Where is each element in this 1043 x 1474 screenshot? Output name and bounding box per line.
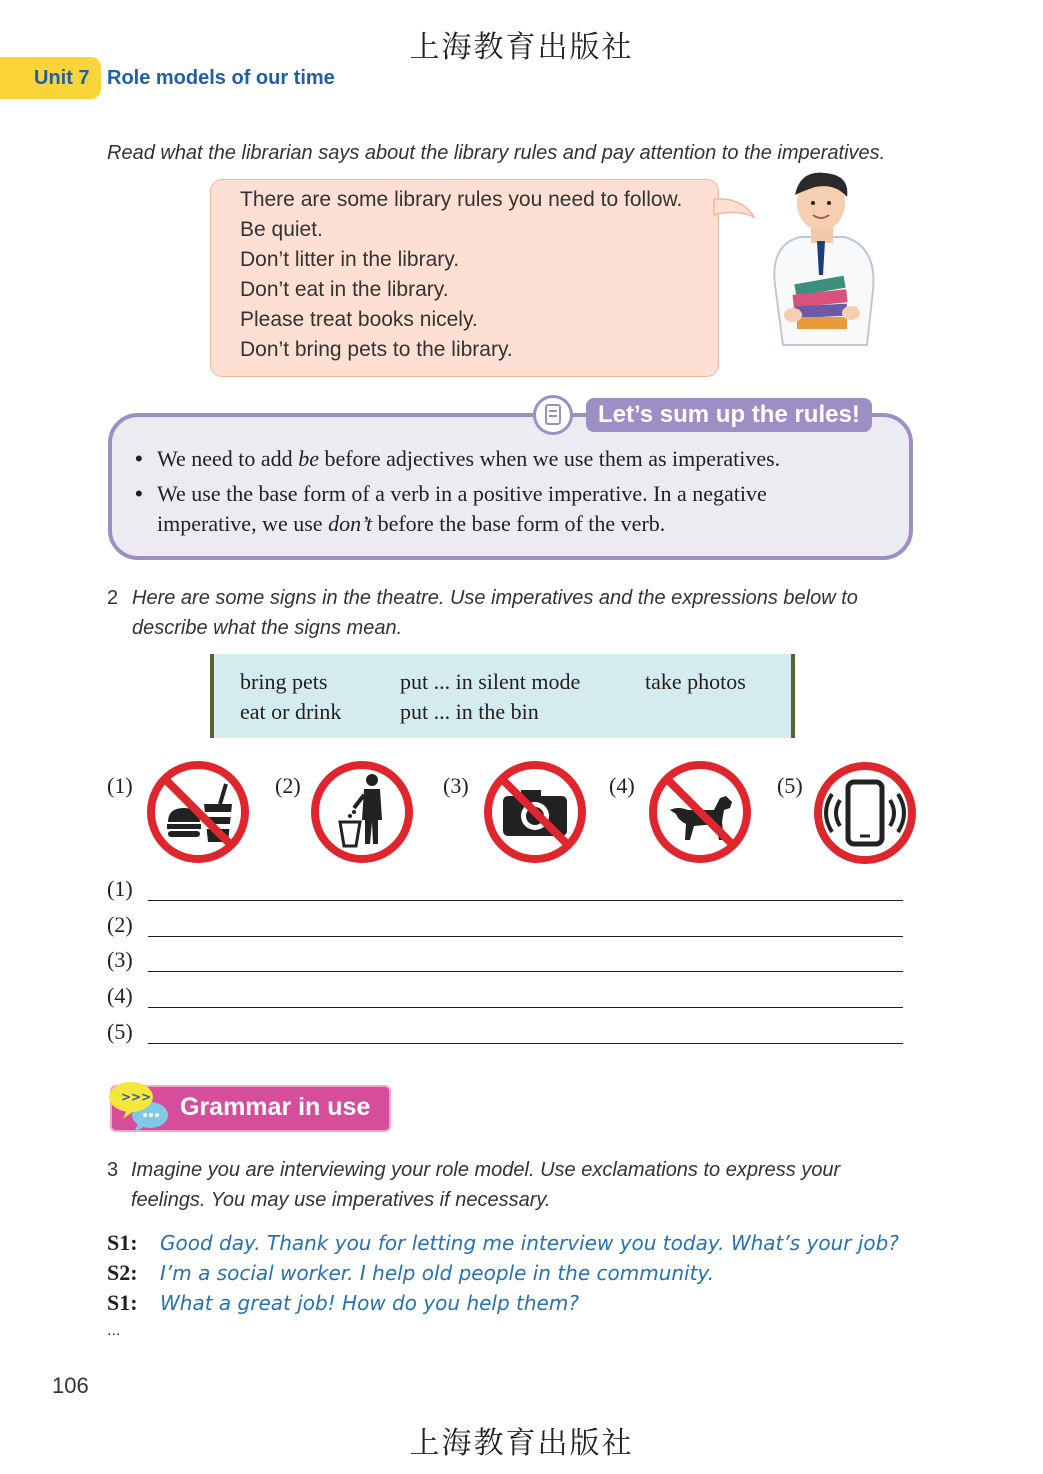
sign-label: (4) xyxy=(609,773,635,798)
bubble-line: Please treat books nicely. xyxy=(240,308,478,331)
librarian-illustration xyxy=(755,165,885,360)
no-dog-icon xyxy=(648,760,752,864)
expression: take photos xyxy=(645,669,746,694)
exercise-2-number: 2 xyxy=(107,587,119,609)
expression: bring pets xyxy=(240,669,328,694)
dialog-line: I’m a social worker. I help old people in the community. xyxy=(160,1261,715,1285)
answer-line-5[interactable] xyxy=(148,1043,903,1044)
exercise-3-instruction: Imagine you are interviewing your role model. Use exclamations to express your xyxy=(131,1159,841,1181)
dialog-line: Good day. Thank you for letting me interview you today. What’s your job? xyxy=(160,1231,899,1255)
answer-line-1[interactable] xyxy=(148,900,903,901)
silent-phone-icon xyxy=(812,760,918,866)
dialog-speaker: S1: xyxy=(107,1290,138,1315)
unit-title: Role models of our time xyxy=(107,67,335,89)
unit-number: Unit 7 xyxy=(34,67,90,89)
answer-label: (2) xyxy=(107,912,133,937)
dialog-ellipsis: ... xyxy=(107,1322,121,1339)
bullet: • xyxy=(135,481,143,506)
rules-title: Let’s sum up the rules! xyxy=(586,398,872,432)
sign-label: (3) xyxy=(443,773,469,798)
answer-label: (5) xyxy=(107,1019,133,1044)
publisher-header: 上海教育出版社 xyxy=(409,30,634,65)
rule-2-line2: imperative, we use don’t before the base form of the verb. xyxy=(157,511,666,536)
instruction-read: Read what the librarian says about the library rules and pay attention to the imperatives. xyxy=(107,142,886,164)
answer-line-4[interactable] xyxy=(148,1007,903,1008)
bubble-line: There are some library rules you need to follow. xyxy=(240,188,683,211)
dialog-speaker: S1: xyxy=(107,1230,138,1255)
sign-label: (5) xyxy=(777,773,803,798)
rule-2-line1: We use the base form of a verb in a positive imperative. In a negative xyxy=(157,481,767,506)
expressions-box xyxy=(210,654,795,738)
bubble-line: Don’t eat in the library. xyxy=(240,278,449,301)
answer-line-2[interactable] xyxy=(148,936,903,937)
document-icon xyxy=(533,395,573,435)
answer-label: (4) xyxy=(107,983,133,1008)
sign-label: (2) xyxy=(275,773,301,798)
grammar-in-use-title: Grammar in use xyxy=(180,1093,371,1121)
chat-bubbles-icon xyxy=(105,1077,177,1137)
page-number: 106 xyxy=(52,1373,89,1398)
exercise-3-number: 3 xyxy=(107,1159,119,1181)
bubble-line: Don’t bring pets to the library. xyxy=(240,338,513,361)
expression: eat or drink xyxy=(240,699,342,724)
exercise-3-instruction: feelings. You may use imperatives if necessary. xyxy=(131,1189,551,1211)
bullet: • xyxy=(135,446,143,471)
rule-1: We need to add be before adjectives when we use them as imperatives. xyxy=(157,446,781,471)
speech-bubble-tail xyxy=(712,195,757,225)
no-food-drink-icon xyxy=(146,760,250,864)
dialog-line: What a great job! How do you help them? xyxy=(160,1291,579,1315)
exercise-2-instruction: describe what the signs mean. xyxy=(132,617,403,639)
answer-line-3[interactable] xyxy=(148,971,903,972)
answer-label: (1) xyxy=(107,876,133,901)
bubble-line: Don’t litter in the library. xyxy=(240,248,460,271)
litter-bin-icon xyxy=(310,760,414,864)
answer-label: (3) xyxy=(107,947,133,972)
svg-text:>>>: >>> xyxy=(121,1090,152,1104)
exercise-2-instruction: Here are some signs in the theatre. Use imperatives and the expressions below to xyxy=(132,587,858,609)
no-camera-icon xyxy=(483,760,587,864)
bubble-line: Be quiet. xyxy=(240,218,323,241)
dialog-speaker: S2: xyxy=(107,1260,138,1285)
expression: put ... in the bin xyxy=(400,699,539,724)
expression: put ... in silent mode xyxy=(400,669,581,694)
sign-label: (1) xyxy=(107,773,133,798)
publisher-footer: 上海教育出版社 xyxy=(409,1426,634,1461)
